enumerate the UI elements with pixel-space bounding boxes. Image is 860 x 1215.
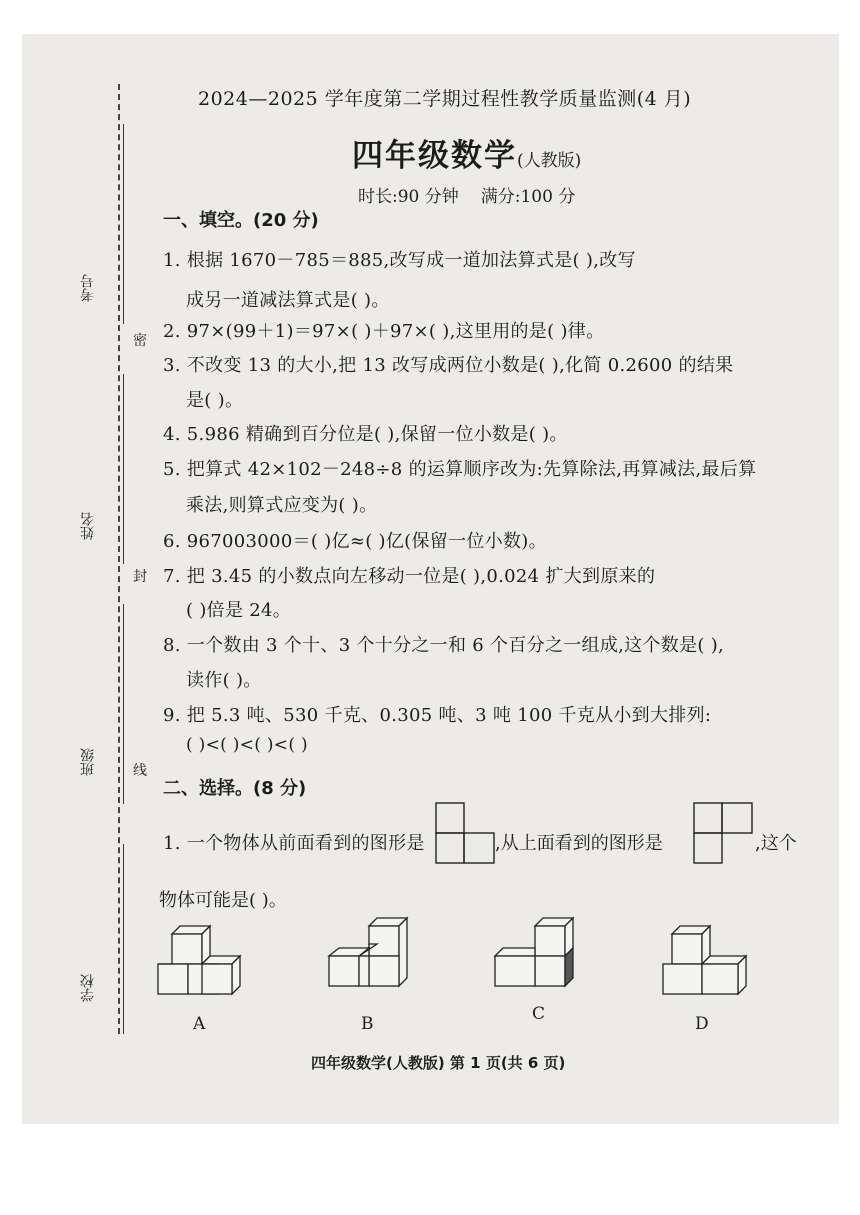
question-line: 乘法,则算式应变为( )。 bbox=[186, 495, 378, 516]
choice-question-1 bbox=[163, 829, 425, 855]
option-a-label: A bbox=[193, 1014, 206, 1034]
name-line bbox=[123, 374, 124, 564]
q1-text-line2: 物体可能是( )。 bbox=[159, 890, 287, 911]
subject-title bbox=[352, 130, 581, 175]
question-line: 读作( )。 bbox=[186, 670, 262, 691]
question-line: 6. 967003000＝( )亿≈( )亿(保留一位小数)。 bbox=[163, 531, 547, 552]
subject-name: 四年级数学 bbox=[352, 138, 517, 174]
field-name: 姓名 bbox=[80, 512, 96, 540]
option-b-label: B bbox=[361, 1014, 374, 1034]
field-exam-number: 考号 bbox=[80, 274, 96, 302]
full-score: 满分:100 分 bbox=[480, 187, 576, 207]
q1-text-3: ,这个 bbox=[755, 833, 797, 854]
option-b-cubes[interactable] bbox=[327, 914, 419, 1012]
option-d-cubes[interactable] bbox=[662, 920, 754, 1012]
seal-char-feng: 封 bbox=[133, 569, 147, 585]
question-line: ( )倍是 24。 bbox=[186, 600, 292, 621]
exam-info bbox=[358, 182, 575, 207]
edition-label: (人教版) bbox=[517, 151, 582, 171]
duration: 时长:90 分钟 bbox=[358, 187, 459, 207]
field-class: 班级 bbox=[80, 748, 96, 776]
class-line bbox=[123, 604, 124, 804]
exam-title: 2024—2025 学年度第二学期过程性教学质量监测(4 月) bbox=[198, 88, 692, 110]
question-line: 5. 把算式 42×102－248÷8 的运算顺序改为:先算除法,再算减法,最后算 bbox=[163, 459, 757, 480]
question-line: 1. 根据 1670－785＝885,改写成一道加法算式是( ),改写 bbox=[163, 250, 636, 271]
seal-char-mi: 密 bbox=[133, 333, 147, 349]
option-d-label: D bbox=[695, 1014, 709, 1034]
question-line: ( )<( )<( )<( ) bbox=[186, 735, 308, 755]
question-line: 7. 把 3.45 的小数点向左移动一位是( ),0.024 扩大到原来的 bbox=[163, 566, 656, 587]
question-line: 是( )。 bbox=[186, 390, 244, 411]
question-line: 2. 97×(99＋1)＝97×( )＋97×( ),这里用的是( )律。 bbox=[163, 321, 605, 342]
dashed-cut-line bbox=[118, 84, 120, 1034]
question-line: 成另一道减法算式是( )。 bbox=[186, 290, 390, 311]
field-school: 学校 bbox=[80, 974, 96, 1002]
question-line: 3. 不改变 13 的大小,把 13 改写成两位小数是( ),化简 0.2600 的结果 bbox=[163, 355, 734, 376]
option-c-label: C bbox=[532, 1004, 546, 1024]
q1-text-1: 1. 一个物体从前面看到的图形是 bbox=[163, 833, 425, 854]
seal-char-xian: 线 bbox=[133, 763, 147, 779]
exam-paper bbox=[22, 34, 839, 1124]
page-footer: 四年级数学(人教版) 第 1 页(共 6 页) bbox=[311, 1054, 566, 1072]
question-line: 8. 一个数由 3 个十、3 个十分之一和 6 个百分之一组成,这个数是( ), bbox=[163, 635, 725, 656]
section1-title: 一、填空。(20 分) bbox=[163, 210, 319, 231]
section2-title: 二、选择。(8 分) bbox=[163, 778, 307, 799]
q1-text-2: ,从上面看到的图形是 bbox=[495, 833, 663, 854]
top-view-figure bbox=[693, 802, 753, 868]
option-a-cubes[interactable] bbox=[157, 920, 247, 1012]
school-line bbox=[123, 844, 124, 1034]
exam-number-line bbox=[123, 124, 124, 324]
question-line: 9. 把 5.3 吨、530 千克、0.305 吨、3 吨 100 千克从小到大排列: bbox=[163, 705, 712, 726]
option-c-cubes[interactable] bbox=[493, 914, 585, 1012]
question-line: 4. 5.986 精确到百分位是( ),保留一位小数是( )。 bbox=[163, 424, 568, 445]
front-view-figure bbox=[435, 802, 495, 868]
